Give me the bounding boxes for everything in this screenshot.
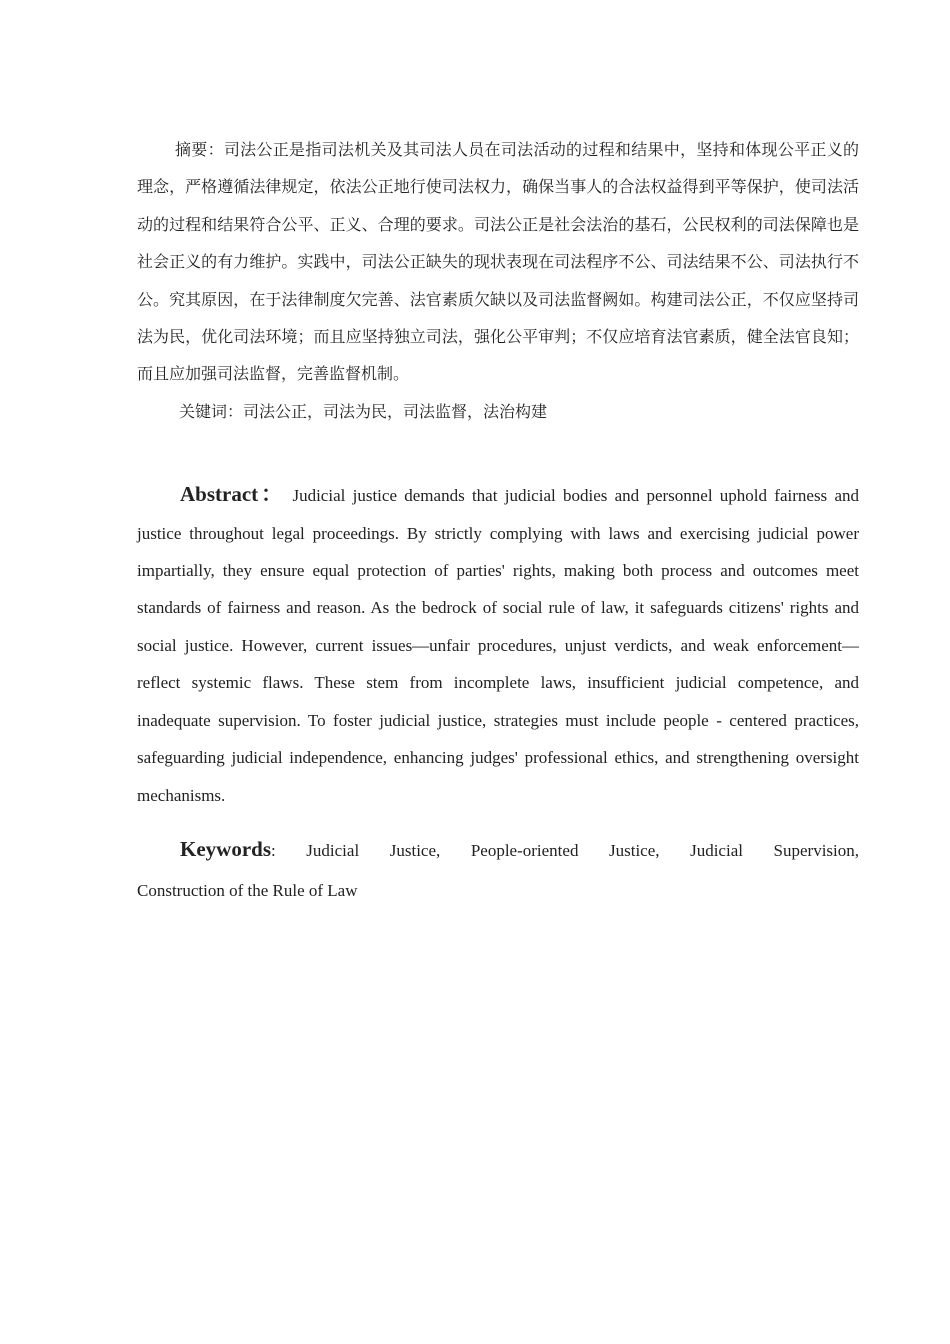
english-abstract-text: Judicial justice demands that judicial bodies and personnel uphold fairness and justice throughout legal proceedings. By strictly complying with laws and exercising judicial power impartially, they ensure equal protection of parties' rights, making both process and outcomes meet standards of fairness and reason. As the bedrock of social rule of law, it safeguards citizens' rights and social justice. However, current issues—unfair procedures, unjust verdicts, and weak enforcement—reflect systemic flaws. These stem from incomplete laws, insufficient judicial competence, and inadequate supervision. To foster judicial justice, strategies must include people - centered practices, safeguarding judicial independence, enhancing judges' professional ethics, and strengthening oversight mechanisms.: [137, 486, 859, 805]
abstract-content: [137, 131, 859, 906]
english-abstract-label: Abstract：: [180, 482, 286, 507]
english-keywords-paragraph: [137, 824, 859, 876]
english-abstract-paragraph: [137, 476, 859, 814]
english-keywords-label: Keywords: [180, 836, 271, 861]
chinese-keywords-text: 司法公正，司法为民，司法监督，法治构建: [243, 401, 548, 421]
english-keywords-separator: :: [271, 840, 276, 860]
chinese-abstract-label: 摘要：: [175, 140, 224, 159]
english-keywords-continuation: Construction of the Rule of Law: [137, 880, 358, 900]
english-abstract-block: [137, 476, 859, 906]
chinese-keywords-label: 关键词：: [179, 401, 244, 421]
chinese-abstract-text: 司法公正是指司法机关及其司法人员在司法活动的过程和结果中，坚持和体现公平正义的理念，严格遵循法律规定，依法公正地行使司法权力，确保当事人的合法权益得到平等保护，使司法活动的过程和结果符合公平、正义、合理的要求。司法公正是社会法治的基石，公民权利的司法保障也是社会正义的有力维护。实践中，司法公正缺失的现状表现在司法程序不公、司法结果不公、司法执行不公。究其原因，在于法律制度欠完善、法官素质欠缺以及司法监督阙如。构建司法公正，不仅应坚持司法为民，优化司法环境；而且应坚持独立司法，强化公平审判；不仅应培育法官素质，健全法官良知；而且应加强司法监督，完善监督机制。: [137, 140, 859, 384]
chinese-abstract-paragraph: [137, 131, 859, 393]
english-keywords-line1: Judicial Justice, People-oriented Justice, Judicial Supervision,: [306, 840, 859, 860]
chinese-keywords-paragraph: [137, 393, 859, 430]
